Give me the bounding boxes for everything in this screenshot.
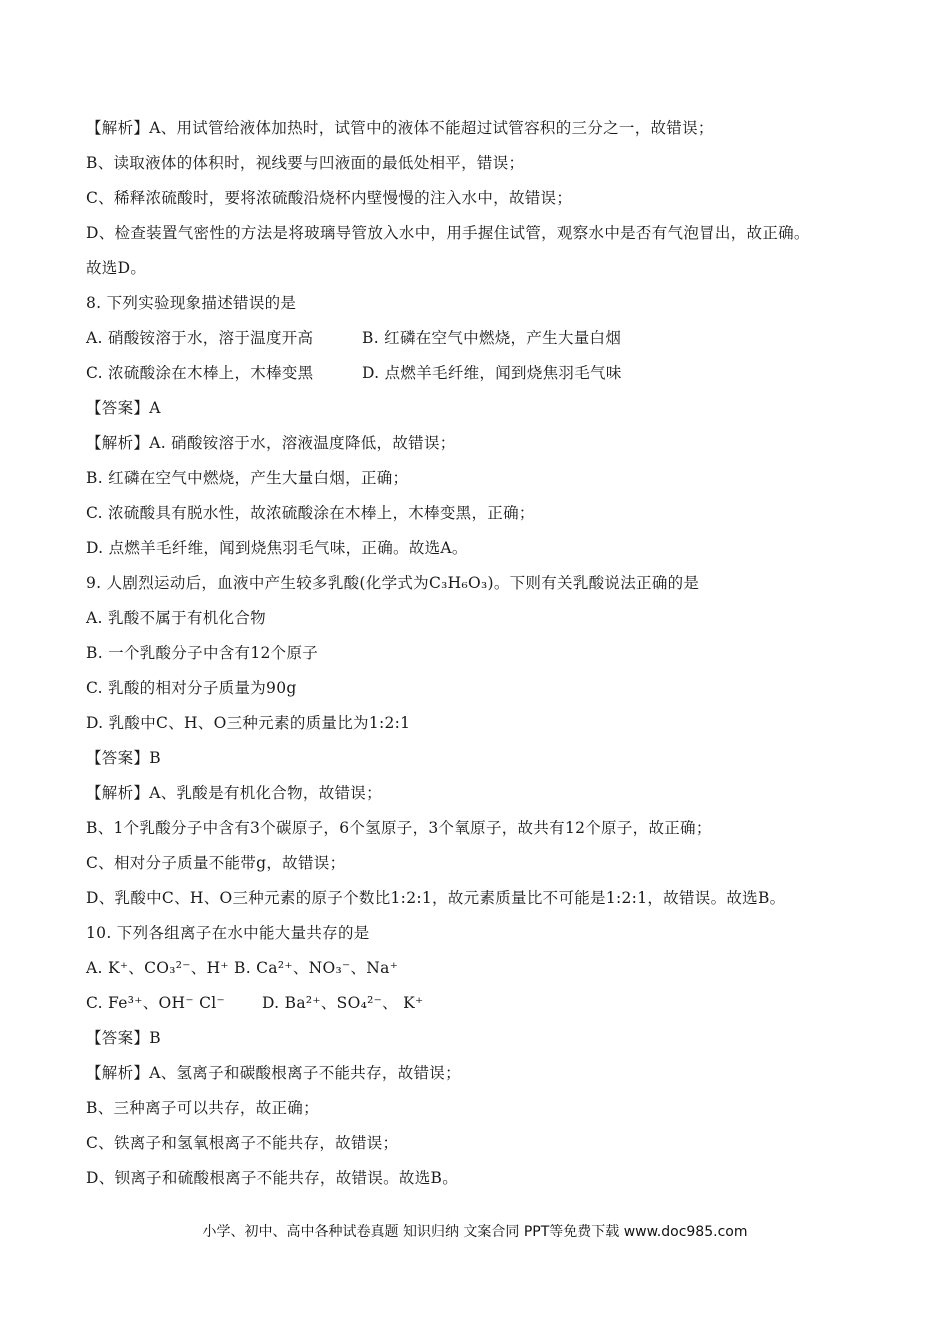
text-line: D. 点燃羊毛纤维，闻到烧焦羽毛气味，正确。故选A。	[86, 539, 468, 557]
answer-10: 【答案】B	[86, 1029, 161, 1047]
q10-options-row-1	[86, 958, 398, 978]
answer-9: 【答案】B	[86, 749, 161, 767]
text-line: D、钡离子和硫酸根离子不能共存，故错误。故选B。	[86, 1169, 459, 1187]
text-line: 【解析】A、用试管给液体加热时，试管中的液体不能超过试管容积的三分之一，故错误；	[86, 119, 714, 137]
page-footer: 小学、初中、高中各种试卷真题 知识归纳 文案合同 PPT等免费下载 www.doc985.com	[202, 1224, 748, 1240]
text-line: B、读取液体的体积时，视线要与凹液面的最低处相平，错误；	[86, 154, 525, 172]
q10-option-c: C. Fe³⁺、OH⁻ Cl⁻	[86, 994, 225, 1012]
q8-option-c: C. 浓硫酸涂在木棒上，木棒变黑	[86, 364, 314, 382]
question-10: 10. 下列各组离子在水中能大量共存的是	[86, 924, 370, 942]
text-line: B、三种离子可以共存，故正确；	[86, 1099, 319, 1117]
q8-option-a: A. 硝酸铵溶于水，溶于温度开高	[86, 329, 314, 347]
q10-options-row-2	[86, 993, 423, 1013]
text-line: B. 红磷在空气中燃烧，产生大量白烟，正确；	[86, 469, 409, 487]
q10-option-a: A. K⁺、CO₃²⁻、H⁺	[86, 959, 229, 977]
question-9: 9. 人剧烈运动后，血液中产生较多乳酸(化学式为C₃H₆O₃)。下则有关乳酸说法正确的是	[86, 574, 700, 592]
text-line: C、相对分子质量不能带g，故错误；	[86, 854, 346, 872]
text-line: D、检查装置气密性的方法是将玻璃导管放入水中，用手握住试管，观察水中是否有气泡冒出，故正确。	[86, 224, 810, 242]
answer-8: 【答案】A	[86, 399, 161, 417]
q8-options-row-2	[86, 363, 622, 383]
text-line: C、铁离子和氢氧根离子不能共存，故错误；	[86, 1134, 399, 1152]
q8-option-b: B. 红磷在空气中燃烧，产生大量白烟	[362, 329, 622, 347]
q10-option-b: B. Ca²⁺、NO₃⁻、Na⁺	[234, 959, 399, 977]
text-line: 【解析】A、乳酸是有机化合物，故错误；	[86, 784, 382, 802]
text-line: C、稀释浓硫酸时，要将浓硫酸沿烧杯内壁慢慢的注入水中，故错误；	[86, 189, 573, 207]
q9-option-c: C. 乳酸的相对分子质量为90g	[86, 679, 297, 697]
text-line: 【解析】A、氢离子和碳酸根离子不能共存，故错误；	[86, 1064, 461, 1082]
q8-option-d: D. 点燃羊毛纤维，闻到烧焦羽毛气味	[362, 364, 622, 382]
text-line: D、乳酸中C、H、O三种元素的原子个数比1:2:1，故元素质量比不可能是1:2:1，故错误。故选B。	[86, 889, 786, 907]
q9-option-d: D. 乳酸中C、H、O三种元素的质量比为1:2:1	[86, 714, 411, 732]
text-line: 故选D。	[86, 259, 147, 277]
q9-option-a: A. 乳酸不属于有机化合物	[86, 609, 266, 627]
q10-option-d: D. Ba²⁺、SO₄²⁻、 K⁺	[262, 994, 424, 1012]
text-line: C. 浓硫酸具有脱水性，故浓硫酸涂在木棒上，木棒变黑，正确；	[86, 504, 535, 522]
text-line: B、1个乳酸分子中含有3个碳原子，6个氢原子，3个氧原子，故共有12个原子，故正确；	[86, 819, 712, 837]
question-8: 8. 下列实验现象描述错误的是	[86, 294, 297, 312]
q9-option-b: B. 一个乳酸分子中含有12个原子	[86, 644, 319, 662]
q8-options-row-1	[86, 328, 621, 348]
text-line: 【解析】A. 硝酸铵溶于水，溶液温度降低，故错误；	[86, 434, 456, 452]
